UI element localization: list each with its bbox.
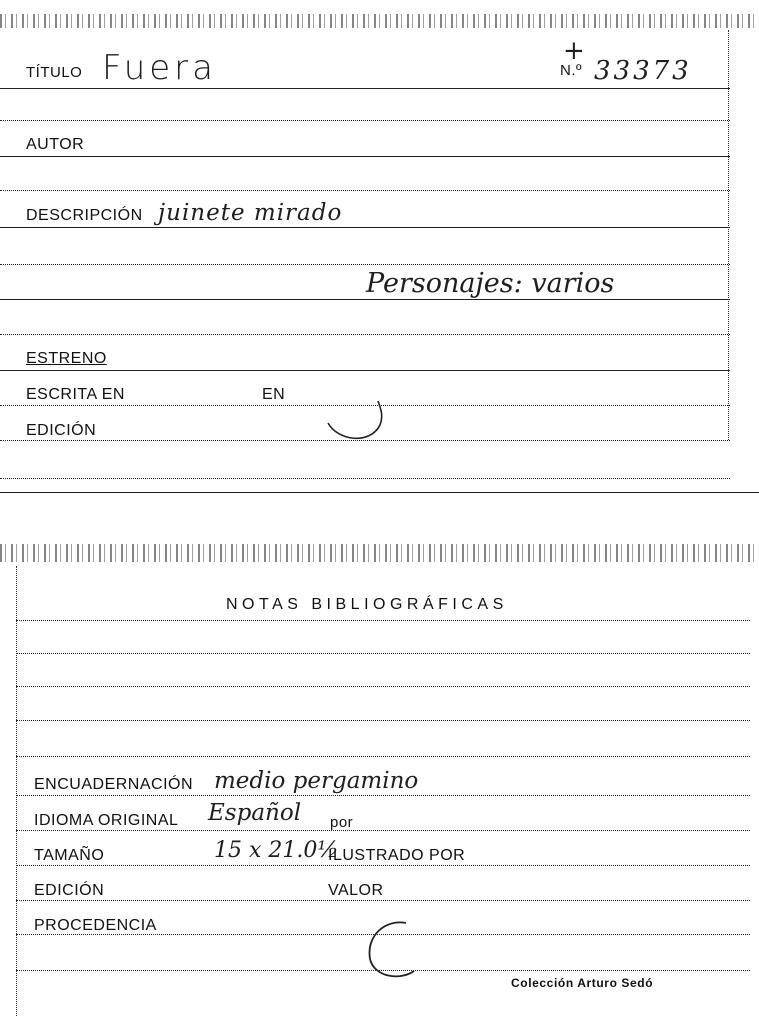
rule-line	[0, 227, 730, 228]
encuadernacion-value: medio pergamino	[214, 768, 419, 794]
card-left-edge	[16, 566, 17, 1016]
rule-line	[0, 334, 730, 335]
valor-label: VALOR	[328, 882, 384, 899]
rule-line	[16, 756, 750, 757]
notas-heading: NOTAS BIBLIOGRÁFICAS	[226, 596, 508, 613]
numero-label: N.º	[560, 62, 582, 79]
back-card	[0, 540, 759, 1028]
rule-line	[16, 653, 750, 654]
idioma-label: IDIOMA ORIGINAL	[34, 812, 179, 829]
rule-line	[16, 686, 750, 687]
tamano-label: TAMAÑO	[34, 847, 105, 864]
front-card	[0, 0, 759, 495]
rule-line	[0, 370, 730, 371]
coleccion-stamp: Colección Arturo Sedó	[511, 976, 654, 990]
rule-line	[0, 264, 730, 265]
cross-mark-icon: +	[563, 36, 585, 66]
scan-noise-top	[0, 544, 759, 562]
por-label: por	[330, 814, 354, 831]
descripcion-value: juinete mirado	[158, 200, 343, 226]
punch-hole-mark	[320, 385, 390, 450]
rule-line	[0, 190, 730, 191]
rule-line	[16, 865, 750, 866]
edicion-label-back: EDICIÓN	[34, 882, 105, 899]
en-label: EN	[262, 386, 286, 403]
rule-line	[0, 120, 730, 121]
estreno-label: ESTRENO	[26, 350, 107, 367]
card-right-edge	[728, 30, 729, 440]
autor-label: AUTOR	[26, 136, 85, 153]
procedencia-label: PROCEDENCIA	[34, 917, 157, 934]
tamano-value: 15 x 21.0½	[214, 838, 339, 863]
numero-value: 33373	[594, 56, 692, 86]
rule-line	[16, 795, 750, 796]
punch-hole-mark	[356, 915, 426, 985]
rule-line	[16, 720, 750, 721]
scan-noise-top	[0, 14, 759, 28]
edicion-label: EDICIÓN	[26, 422, 97, 439]
ilustrado-label: ILUSTRADO POR	[328, 847, 466, 864]
rule-line	[16, 830, 750, 831]
encuadernacion-label: ENCUADERNACIÓN	[34, 776, 194, 793]
rule-line	[0, 88, 730, 89]
rule-line	[16, 620, 750, 621]
descripcion-label: DESCRIPCIÓN	[26, 207, 143, 224]
idioma-value: Español	[208, 800, 302, 826]
escrita-en-label: ESCRITA EN	[26, 386, 125, 403]
titulo-label: TÍTULO	[26, 64, 83, 81]
titulo-value: Fuera	[102, 48, 217, 88]
rule-line	[0, 156, 730, 157]
personajes-value: Personajes: varios	[366, 268, 615, 299]
rule-line	[16, 900, 750, 901]
card-bottom-edge	[0, 492, 759, 493]
rule-line	[0, 478, 730, 479]
rule-line	[0, 299, 730, 300]
